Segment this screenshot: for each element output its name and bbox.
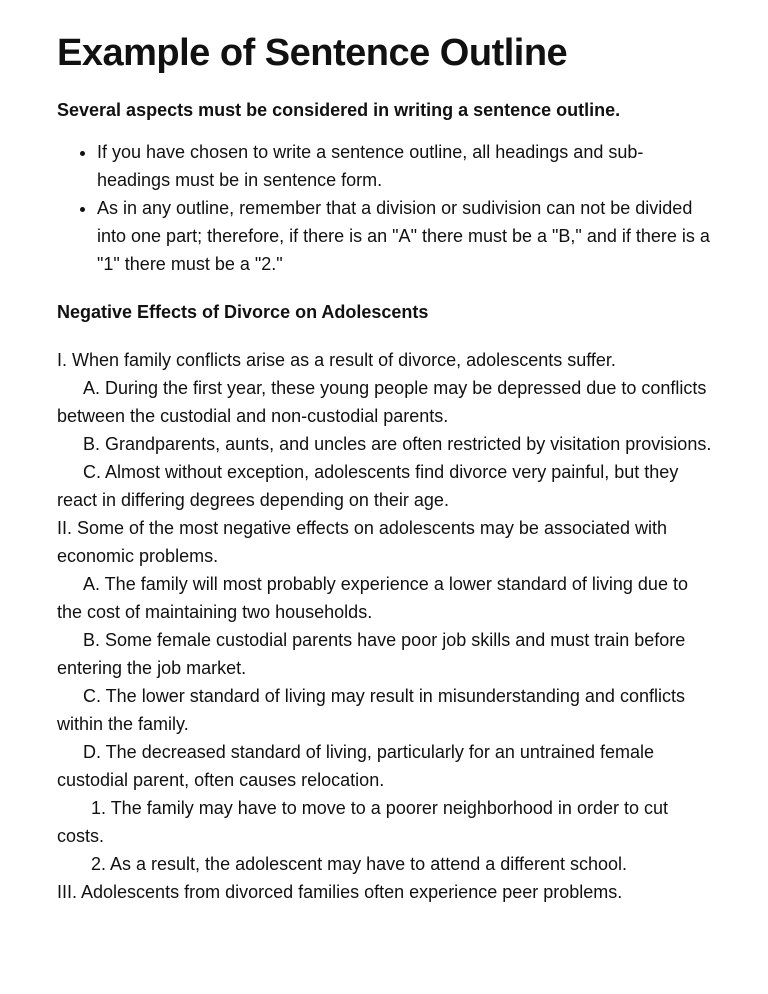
outline-item-1a: A. During the first year, these young people may be depressed due to conflicts between the custodial and non-custodial parents.	[57, 378, 707, 426]
outline-title: Negative Effects of Divorce on Adolescents	[57, 302, 429, 322]
list-item: • As in any outline, remember that a division or sudivision can not be divided into one part; therefore, if there is an "A" there must be a "B," and if there is a "1" there must be a "2."	[97, 194, 716, 278]
guidelines-list	[57, 138, 716, 278]
sentence-outline	[57, 346, 716, 906]
list-item: • If you have chosen to write a sentence outline, all headings and sub-headings must be in sentence form.	[97, 138, 716, 194]
outline-item-2b: B. Some female custodial parents have poor job skills and must train before entering the job market.	[57, 630, 686, 678]
outline-item-2d2: 2. As a result, the adolescent may have to attend a different school.	[91, 854, 628, 874]
outline-item-2d: D. The decreased standard of living, particularly for an untrained female custodial parent, often causes relocation.	[57, 742, 654, 790]
outline-item-1: I. When family conflicts arise as a result of divorce, adolescents suffer.	[57, 350, 616, 370]
outline-item-2d1: 1. The family may have to move to a poorer neighborhood in order to cut costs.	[57, 798, 668, 846]
outline-item-2c: C. The lower standard of living may result in misunderstanding and conflicts within the family.	[57, 686, 685, 734]
outline-item-2a: A. The family will most probably experience a lower standard of living due to the cost of maintaining two households.	[57, 574, 688, 622]
lead-paragraph: Several aspects must be considered in writing a sentence outline.	[57, 100, 621, 120]
outline-item-1b: B. Grandparents, aunts, and uncles are often restricted by visitation provisions.	[83, 434, 712, 454]
outline-item-2: II. Some of the most negative effects on adolescents may be associated with economic problems.	[57, 518, 668, 566]
page-title: Example of Sentence Outline	[57, 32, 568, 74]
outline-item-3: III. Adolescents from divorced families often experience peer problems.	[57, 882, 623, 902]
outline-item-1c: C. Almost without exception, adolescents find divorce very painful, but they react in differing degrees depending on their age.	[57, 462, 679, 510]
